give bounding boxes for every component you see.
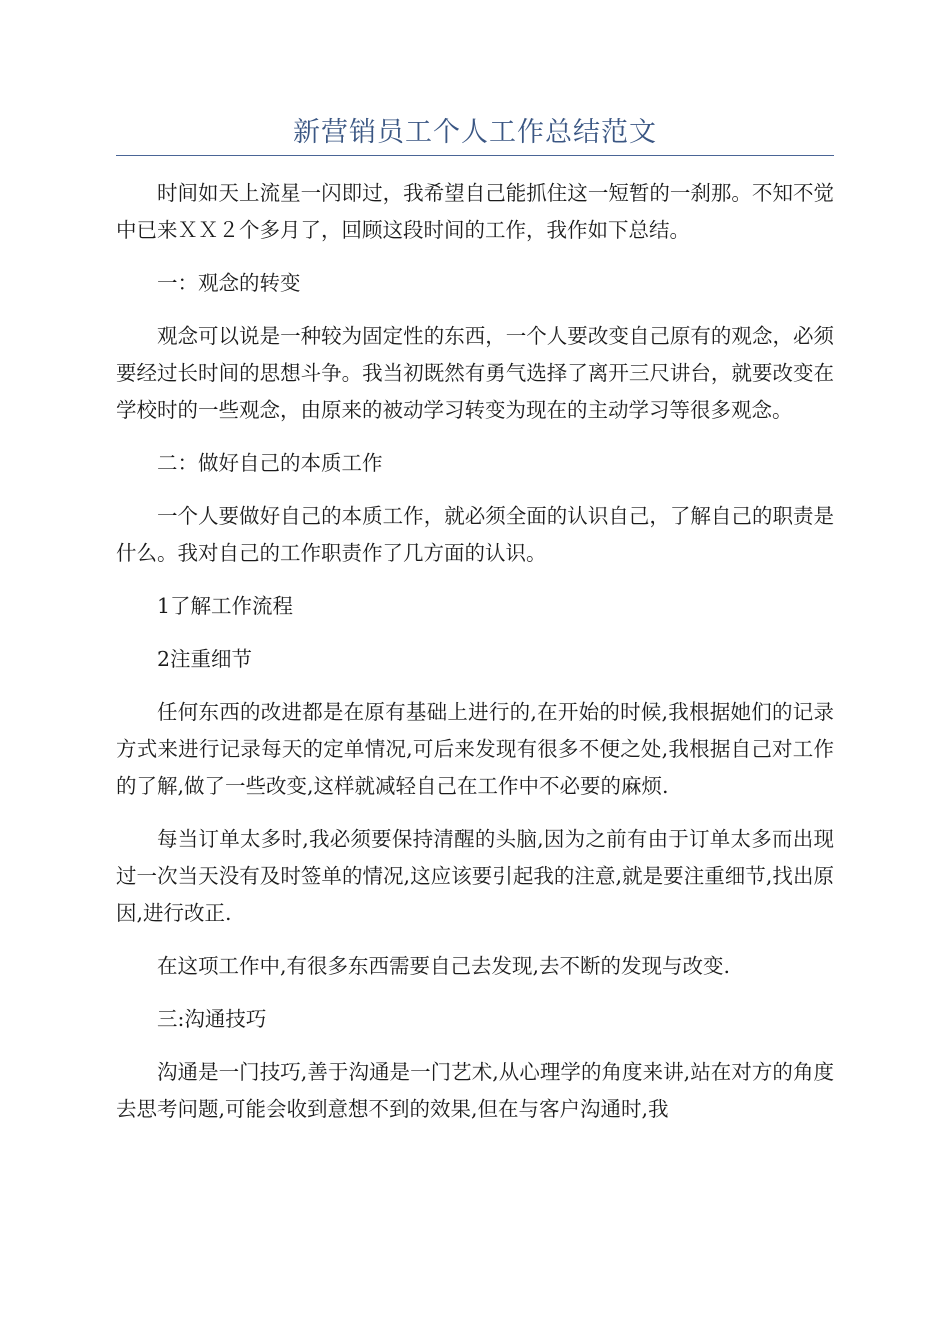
paragraph-section-1: 观念可以说是一种较为固定性的东西，一个人要改变自己原有的观念，必须要经过长时间的思想斗争。我当初既然有勇气选择了离开三尺讲台，就要改变在学校时的一些观念，由原来的被动学习转变为现在的主动学习等很多观念。 (116, 324, 834, 422)
list-item-1: 1了解工作流程 (157, 594, 294, 618)
heading-section-1: 一：观念的转变 (157, 271, 301, 295)
heading-section-2: 二：做好自己的本质工作 (157, 451, 383, 475)
document-body (116, 175, 834, 1144)
heading-section-3: 三:沟通技巧 (157, 1007, 267, 1031)
paragraph-details-1: 任何东西的改进都是在原有基础上进行的,在开始的时候,我根据她们的记录方式来进行记录每天的定单情况,可后来发现有很多不便之处,我根据自己对工作的了解,做了一些改变,这样就减轻自己在工作中不必要的麻烦. (116, 700, 834, 798)
title-underline (116, 155, 834, 156)
document-title: 新营销员工个人工作总结范文 (293, 117, 657, 148)
paragraph-intro: 时间如天上流星一闪即过，我希望自己能抓住这一短暂的一刹那。不知不觉中已来ＸＸ２个多月了，回顾这段时间的工作，我作如下总结。 (116, 181, 834, 242)
paragraph-details-3: 在这项工作中,有很多东西需要自己去发现,去不断的发现与改变. (157, 954, 731, 978)
paragraph-section-2: 一个人要做好自己的本质工作，就必须全面的认识自己，了解自己的职责是什么。我对自己的工作职责作了几方面的认识。 (116, 504, 834, 565)
paragraph-section-3: 沟通是一门技巧,善于沟通是一门艺术,从心理学的角度来讲,站在对方的角度去思考问题,可能会收到意想不到的效果,但在与客户沟通时,我 (116, 1060, 834, 1121)
paragraph-details-2: 每当订单太多时,我必须要保持清醒的头脑,因为之前有由于订单太多而出现过一次当天没有及时签单的情况,这应该要引起我的注意,就是要注重细节,找出原因,进行改正. (116, 827, 834, 925)
list-item-2: 2注重细节 (157, 647, 253, 671)
